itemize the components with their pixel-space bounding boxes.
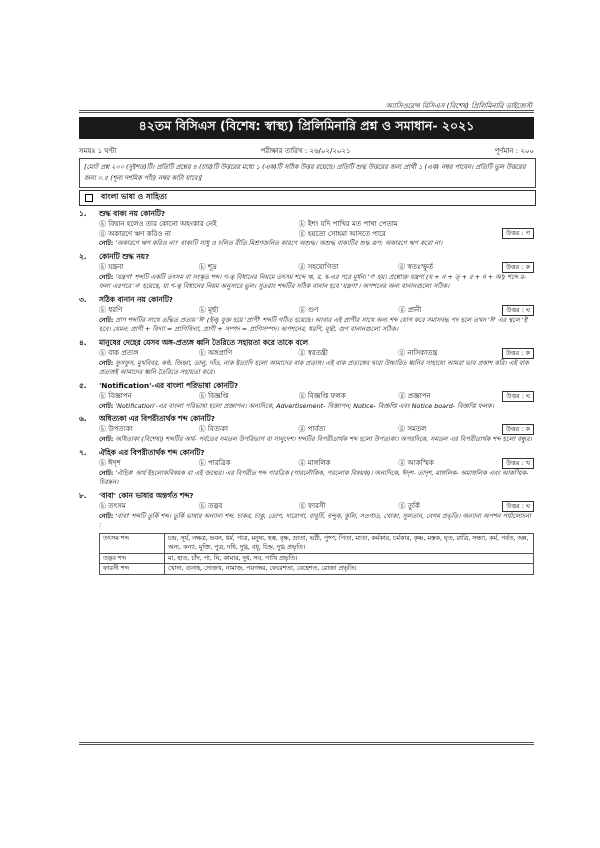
note-label: নোট: [99, 435, 114, 443]
explanation-note [99, 239, 534, 249]
option: ⓚ বিদ্বান হলেও তার কোনো অহংকার নেই [99, 220, 217, 228]
question-text: শুদ্ধ বাক্য নয় কোনটি? [99, 209, 166, 218]
option: ⓚ তৎসম [99, 501, 126, 510]
option: ⓖ আকস্মিক [398, 458, 434, 467]
option: ⓚ ইশ! যদি পাখির মত পাখা পেতাম [298, 220, 398, 228]
question-item [79, 337, 534, 378]
option: ⓖ বিজ্ঞপ্তি ফলক [298, 391, 346, 400]
option: ⓖ প্রজ্ঞাপন [398, 391, 431, 400]
row-label: তদ্ভব শব্দ [100, 553, 165, 564]
full-marks: পূর্ণমান : ২০০ [494, 146, 534, 155]
question-item [79, 208, 534, 249]
option: ⓖ অকারণে ঋণ করিও না [99, 230, 171, 238]
question-item [79, 294, 534, 335]
explanation-note [99, 316, 534, 335]
note-text: 'অকারণে ঋণ করিও না।' বাক্যটি সাধু ও চলিত রীতি মিশ্রণজনিত কারণে অশুদ্ধ। অশুদ্ধ বাক্যটির শুদ্ধ রূপ: অকারণে ঋণ করো না। [115, 239, 443, 247]
options-row [99, 501, 534, 512]
note-text: অধিত্যকা (বিশেষ্য) শব্দটির অর্থ- পর্বতের সমতল উপরিভাগ বা সানুদেশ। শব্দটির বিপরীতার্থক শব্দ হলো উপত্যকা। অপরদিকে, সমতল এর বিপরীতার্থক শব্দ হলো বন্ধুর। [115, 435, 532, 443]
table-row [100, 564, 534, 575]
question-number: ৩. [79, 294, 87, 304]
answer-badge: উত্তর : খ [502, 458, 534, 469]
row-words: চন্দ্র, সূর্য, নক্ষত্র, ভবন, ধর্ম, পাত্র, মনুষ্য, হস্ত, বৃক্ষ, ভ্রাতা, ভগ্নী, পুষ্প, পিতা, মাতা, কর্মকার, চর্মকার, কৃষ্ণ, মস্তক, ঘৃত, রাত্রি, সন্ধ্যা, কর্ম, পর্বত, অন্ন, অন্য, কন্যা, মুক্তি, পুত্র, দধি, দুগ্ধ, বধূ, চিহ্ন, দুগ্ধ প্রভৃতি। [165, 533, 534, 553]
question-number: ৫. [79, 380, 87, 390]
option: ⓚ মূর্ছা [198, 305, 219, 314]
options-row [99, 219, 534, 239]
options-row [99, 348, 534, 359]
option: ⓚ তদ্ভব [198, 501, 223, 510]
options-row [99, 262, 534, 273]
question-item [79, 490, 534, 531]
question-item [79, 447, 534, 488]
options [99, 501, 498, 511]
instructions: [মোট প্রশ্ন ২০০ (দুইশত)টি। প্রতিটি প্রশ্নের ৪ (চার)টি উত্তরের মধ্যে ১ (এক)টি সঠিক উত্তর রয়েছে। প্রতিটি শুদ্ধ উত্তরের জন্য প্রার্থী ১ (এক) নম্বর পাবেন। প্রতিটি ভুল উত্তরের জন্য ০.৫ (শূন্য দশমিক পাঁচ) নম্বর কাটা যাবে।] [79, 158, 536, 188]
option: ⓚ বিজ্ঞপ্তি [198, 391, 229, 400]
option: ⓖ সমতল [398, 425, 427, 433]
options [99, 348, 498, 358]
explanation-note [99, 435, 534, 445]
question-item [79, 251, 534, 292]
option: ⓖ মাঙ্গলিক [298, 458, 331, 467]
question-number: ১. [79, 209, 87, 218]
section-heading [79, 190, 536, 206]
series-name: অ্যাসিওরেন্স বিসিএস (বিশেষ) প্রিলিমিনারি ডাইজেস্ট [385, 102, 532, 110]
note-text: ফুসফুস, মুখবিবর, কণ্ঠ, জিহ্বা, তালু, দাঁত, নাক ইত্যাদি হলো আমাদের বাক প্রত্যঙ্গ। এই বাক প্রত্যঙ্গের দ্বারা উচ্চারিত ধ্বনির সাহায্যে আমরা ভাব প্রকাশ করি। এই বাক প্রত্যঙ্গই আমাদের ধ্বনি তৈরিতে সহায়তা করে। [99, 358, 529, 376]
options [99, 305, 498, 315]
vocab-table [99, 533, 534, 575]
question-list [79, 208, 534, 575]
answer-badge: উত্তর : ক [502, 348, 534, 359]
answer-badge: উত্তর : ক [502, 262, 534, 273]
question-text: মানুষের দেহের যেসব অঙ্গ-প্রত্যঙ্গ ধ্বনি তৈরিতে সহায়তা করে তাকে বলে [99, 337, 308, 347]
note-text: 'যন্ত্রণা' শব্দটি একটি তৎসম বা সংস্কৃত শব্দ। ণ-ত্ব বিধানের নিয়মে তৎসম শব্দে ঋ, র, ষ-এর পরে মূর্ধন্য 'ণ' হয়। প্রশ্নোক্ত যন্ত্রণা (য + ন + ত্ + র + ন + আ) শব্দে র-ফলা এরপরে 'ন' হয়েছে, যা ণ-ত্ব বিধানের নিয়ম অনুসারে ভুল। সুতরাং শব্দটির সঠিক বানান হবে 'যন্ত্রণা'। অপশনের অন্য বানানগুলো সঠিক। [99, 272, 526, 290]
exam-meta [79, 144, 534, 157]
row-label: ফারসী শব্দ [100, 564, 165, 575]
question-text: 'Notification'-এর বাংলা পরিভাষা কোনটি? [99, 380, 239, 390]
row-label: তৎসম শব্দ [100, 533, 165, 553]
question-title [79, 337, 534, 348]
option: ⓖ সহযোগিতা [298, 262, 339, 271]
note-text: 'বাবা' শব্দটি তুর্কি শব্দ। তুর্কি ভাষার অন্যান্য শব্দ: চাকর, চাকু, তোপ, দারোগা, বাবুর্চি, বন্দুক, কুলি, সওগাত, খোকা, সুলতান, বেগম প্রভৃতি। অন্যান্য অপশন পর্যালোচনা : [99, 511, 531, 529]
answer-badge: উত্তর : ঘ [502, 501, 534, 512]
answer-badge: উত্তর : ঘ [502, 305, 534, 316]
options [99, 219, 498, 239]
options-row [99, 424, 534, 435]
explanation-note [99, 402, 534, 412]
options-row [99, 391, 534, 402]
option: ⓖ প্রানী [398, 305, 422, 314]
exam-date: পরীক্ষার তারিখ : ২৬/০২/২০২১ [260, 146, 351, 155]
question-title [79, 208, 534, 219]
question-text: 'বাবা' কোন ভাষার অন্তর্গত শব্দ? [99, 490, 194, 500]
question-title [79, 294, 534, 305]
question-item [79, 413, 534, 445]
page-title: ৪২তম বিসিএস (বিশেষ: স্বাস্থ্য) প্রিলিমিনারি প্রশ্ন ও সমাধান- ২০২১ [79, 117, 534, 139]
row-words: মা, হাত, চাঁদ, পা, ঘি, কামার, দুধ, সব, পাখি প্রভৃতি। [165, 553, 534, 564]
section-title: বাংলা ভাষা ও সাহিত্য [101, 192, 167, 201]
question-item [79, 380, 534, 412]
question-number: ৮. [79, 490, 87, 500]
option: ⓖ গুণ [298, 305, 319, 314]
option: ⓚ পারত্রিক [198, 458, 231, 467]
table-row [100, 553, 534, 564]
option: ⓖ হয়তো সোহমা আসতে পারে [298, 230, 386, 238]
note-text: 'Notification'-এর বাংলা পরিভাষা হলো প্রজ্ঞাপন। অন্যদিকে, Advertisement- বিজ্ঞাপন; Notice- বিজ্ঞপ্তি এবং Notice board- বিজ্ঞপ্তি ফলক। [115, 401, 494, 410]
question-title [79, 490, 534, 501]
table-row [100, 533, 534, 553]
option: ⓚ অঙ্গপ্রাণি [198, 348, 233, 357]
note-label: নোট: [99, 239, 114, 247]
question-text: কোনটি শুদ্ধ নয়? [99, 251, 150, 261]
options [99, 262, 498, 272]
options [99, 424, 498, 434]
option: ⓖ নাসিকাতন্ত্র [398, 348, 438, 357]
note-label: নোট: [99, 511, 114, 520]
header-rule [79, 110, 534, 113]
options-row [99, 305, 534, 316]
question-text: সঠিক বানান নয় কোনটি? [99, 294, 174, 304]
note-label: নোট: [99, 468, 114, 477]
option: ⓚ ধরণি [99, 305, 123, 314]
explanation-note [99, 359, 534, 378]
option: ⓚ যন্ত্রনা [99, 262, 124, 271]
note-label: নোট: [99, 315, 114, 324]
explanation-note [99, 273, 534, 292]
option: ⓚ বাক প্রত্যঙ্গ [99, 348, 139, 357]
question-text: অধিত্যকা এর বিপরীতার্থক শব্দ কোনটি? [99, 414, 215, 423]
note-label: নোট: [99, 272, 114, 281]
answer-badge: উত্তর : ঘ [502, 391, 534, 402]
answer-badge: উত্তর : ক [502, 424, 534, 435]
option: ⓖ তুর্কি [398, 501, 420, 510]
explanation-note [99, 469, 534, 488]
question-title [79, 251, 534, 262]
option: ⓚ বিজ্ঞাপন [99, 391, 132, 400]
question-title [79, 413, 534, 424]
question-title [79, 380, 534, 391]
option: ⓚ বিত্যকা [198, 425, 229, 433]
option: ⓚ উপত্যকা [99, 425, 133, 433]
question-number: ২. [79, 251, 87, 261]
options [99, 458, 498, 468]
option: ⓚ ঈদৃশ [99, 458, 121, 467]
question-number: ৬. [79, 414, 87, 423]
note-label: নোট: [99, 358, 114, 367]
option: ⓖ স্বতঃস্ফূর্ত [398, 262, 434, 271]
note-label: নোট: [99, 401, 114, 410]
footer-rule [79, 742, 534, 745]
explanation-note [99, 512, 534, 531]
exam-time: সময়ঃ ১ ঘণ্টা [79, 146, 117, 155]
question-number: ৪. [79, 337, 87, 347]
row-words: খোদা, গুনাহ, দোজখ, নামাজ, পয়গম্বর, ফেরেশতা, বেহেশত, রোজা প্রভৃতি। [165, 564, 534, 575]
answer-badge: উত্তর : গ [502, 228, 534, 239]
question-title [79, 447, 534, 458]
question-number: ৭. [79, 447, 87, 457]
option: ⓖ পার্বত্য [298, 425, 326, 433]
options-row [99, 458, 534, 469]
option: ⓖ স্বরতন্ত্রী [298, 348, 328, 357]
question-text: ঐহিক এর বিপরীতার্থক শব্দ কোনটি? [99, 447, 205, 457]
checkbox-icon [85, 194, 93, 202]
option: ⓖ ফারসী [298, 501, 326, 510]
note-text: প্রাণ শব্দটির সাথে তদ্ধিত প্রত্যয় 'ঈ' (ইন্) যুক্ত হয়ে 'প্রাণী' শব্দটি গঠিত হয়েছে। আবার এই প্রাণীর সাথে অন্য শব্দ যোগ করে সমাসবদ্ধ পদ হলে তখন 'ঈ' এর স্থলে 'ই' হবে। যেমন: প্রাণী + বিদ্যা = প্রাণিবিদ্যা, প্রাণী + সম্পদ = প্রাণিসম্পদ। অপশনের, ধরণি, মূর্ছা, গুণ বানানগুলো সঠিক। [99, 315, 529, 333]
options [99, 391, 498, 401]
note-text: 'ঐহিক' অর্থ ইহলোকবিষয়ক বা এই জন্মের। এর বিপরীত শব্দ পারত্রিক (পারলৌকিক, পরলোক বিষয়ক)। অন্যদিকে, ঈদৃশ- তাদৃশ, মাঙ্গলিক- অমাঙ্গলিক এবং আকস্মিক- চিরন্তন। [99, 468, 529, 486]
option: ⓚ শূদ্র [198, 262, 217, 271]
